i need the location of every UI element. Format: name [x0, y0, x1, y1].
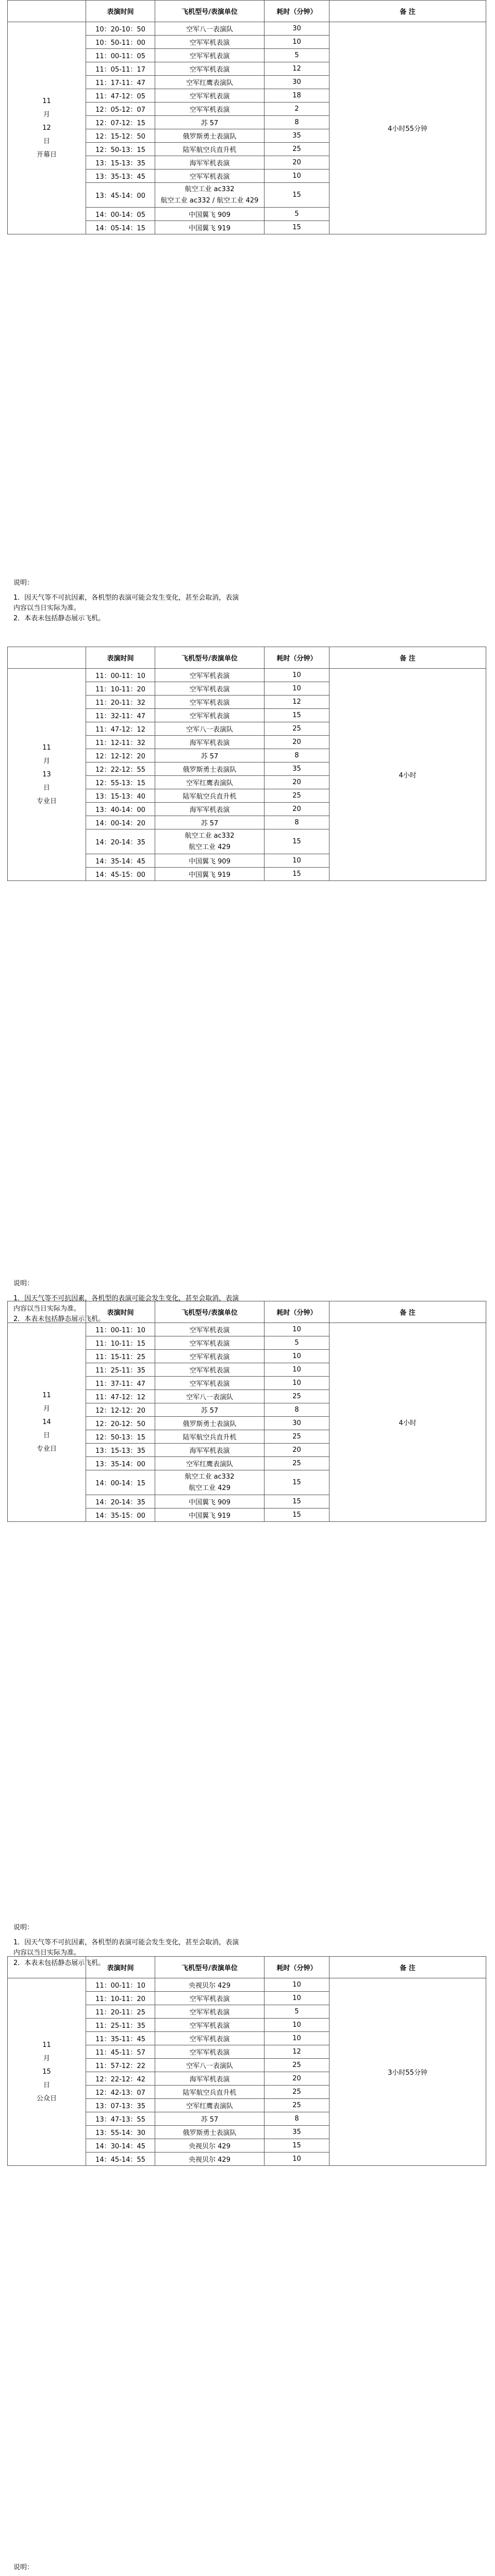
duration-cell: 10	[265, 1978, 329, 1992]
duration-cell: 8	[265, 1403, 329, 1417]
schedule-table-nov-15	[7, 1956, 486, 2166]
time-cell: 10：20-10：50	[86, 22, 155, 36]
performer-cell: 空军军机表演	[155, 2005, 265, 2019]
duration-cell: 25	[265, 789, 329, 803]
date-cell	[8, 22, 86, 234]
day-type: 专业日	[36, 797, 57, 805]
performer-cell: 陆军航空兵直升机	[155, 1430, 265, 1444]
time-cell: 14：05-14：15	[86, 221, 155, 234]
duration-cell: 10	[265, 854, 329, 868]
schedule-table-nov-13	[7, 647, 486, 881]
date-day-char: 日	[43, 1431, 50, 1439]
performer-cell	[155, 183, 265, 208]
time-cell: 14：00-14：05	[86, 208, 155, 221]
time-cell: 14：00-14：20	[86, 816, 155, 829]
duration-column-header: 耗时（分钟）	[265, 1301, 329, 1323]
performer-cell: 空军红鹰表演队	[155, 1457, 265, 1470]
time-cell: 11：00-11：05	[86, 49, 155, 62]
duration-column-header: 耗时（分钟）	[265, 1957, 329, 1978]
schedule-table-nov-14	[7, 1301, 486, 1522]
note-column-header: 备 注	[329, 647, 486, 669]
time-cell: 14：20-14：35	[86, 1495, 155, 1509]
date-header-cell	[8, 647, 86, 669]
date-header-cell	[8, 1301, 86, 1323]
duration-cell: 15	[265, 183, 329, 208]
performer-cell: 空军军机表演	[155, 709, 265, 722]
performer-cell: 空军军机表演	[155, 2032, 265, 2045]
time-cell: 13：47-13：55	[86, 2112, 155, 2126]
duration-cell: 12	[265, 696, 329, 709]
duration-cell: 35	[265, 129, 329, 143]
date-day-char: 日	[43, 784, 50, 792]
total-duration-note: 4小时	[329, 669, 486, 881]
time-cell: 12：07-12：15	[86, 116, 155, 129]
duration-cell: 35	[265, 762, 329, 776]
performer-cell: 中国翼飞 919	[155, 221, 265, 234]
performer-cell: 空军军机表演	[155, 669, 265, 682]
note-line: 内容以当日实际为准。	[13, 1305, 81, 1313]
performer-line: 航空工业 ac332 / 航空工业 429	[160, 196, 259, 205]
time-cell: 14：00-14：15	[86, 1470, 155, 1495]
performer-cell: 空军红鹰表演队	[155, 76, 265, 89]
time-cell: 14：35-15：00	[86, 1509, 155, 1522]
note-column-header: 备 注	[329, 1957, 486, 1978]
duration-cell: 20	[265, 156, 329, 170]
time-cell: 11：37-11：47	[86, 1377, 155, 1390]
time-cell: 12：42-13：07	[86, 2086, 155, 2099]
performer-cell: 俄罗斯勇士表演队	[155, 129, 265, 143]
day-type: 开幕日	[36, 150, 57, 159]
performer-cell: 苏 57	[155, 816, 265, 829]
performer-cell: 空军军机表演	[155, 682, 265, 696]
note-line: 1．因天气等不可抗因素，各机型的表演可能会发生变化，甚至会取消，表演	[13, 1939, 239, 1946]
performer-cell: 中国翼飞 909	[155, 208, 265, 221]
time-column-header: 表演时间	[86, 1301, 155, 1323]
time-cell: 12：22-12：42	[86, 2072, 155, 2086]
performer-cell: 苏 57	[155, 2112, 265, 2126]
performer-column-header: 飞机型号/表演单位	[155, 1957, 265, 1978]
note-line: 1．因天气等不可抗因素，各机型的表演可能会发生变化，甚至会取消，表演	[13, 1295, 239, 1302]
duration-cell: 20	[265, 1444, 329, 1457]
date-day: 12	[42, 124, 51, 132]
duration-cell: 10	[265, 170, 329, 183]
duration-cell: 10	[265, 2032, 329, 2045]
duration-cell: 25	[265, 1430, 329, 1444]
duration-cell: 20	[265, 736, 329, 749]
duration-cell: 5	[265, 49, 329, 62]
performer-cell: 空军八一表演队	[155, 1390, 265, 1403]
date-day-char: 日	[43, 2081, 50, 2089]
performer-cell: 央视贝尔 429	[155, 2153, 265, 2166]
duration-cell: 15	[265, 868, 329, 881]
performer-cell: 俄罗斯勇士表演队	[155, 1417, 265, 1430]
notes-title: 说明：	[13, 1280, 34, 1287]
performer-cell: 苏 57	[155, 749, 265, 762]
performer-cell: 空军军机表演	[155, 2019, 265, 2032]
duration-cell: 10	[265, 36, 329, 49]
time-cell: 12：12-12：20	[86, 749, 155, 762]
time-cell: 11：32-11：47	[86, 709, 155, 722]
performer-cell: 空军红鹰表演队	[155, 2099, 265, 2112]
duration-cell: 5	[265, 208, 329, 221]
performer-cell: 空军军机表演	[155, 49, 265, 62]
note-column-header: 备 注	[329, 1, 486, 22]
time-cell: 13：15-13：35	[86, 156, 155, 170]
performer-cell: 空军军机表演	[155, 2045, 265, 2059]
performer-cell: 海军军机表演	[155, 156, 265, 170]
time-cell: 13：40-14：00	[86, 803, 155, 816]
time-cell: 11：47-12：12	[86, 1390, 155, 1403]
note-line: 2．本表未包括静态展示飞机。	[13, 1315, 105, 1323]
performer-cell: 海军军机表演	[155, 2072, 265, 2086]
time-cell: 11：10-11：20	[86, 682, 155, 696]
time-cell: 11：12-11：32	[86, 736, 155, 749]
duration-cell: 25	[265, 1390, 329, 1403]
date-cell	[8, 1978, 86, 2166]
performer-cell: 俄罗斯勇士表演队	[155, 762, 265, 776]
duration-cell: 12	[265, 2045, 329, 2059]
performer-cell: 中国翼飞 909	[155, 1495, 265, 1509]
day-type: 公众日	[36, 2094, 57, 2103]
time-cell: 13：15-13：40	[86, 789, 155, 803]
performer-cell: 空军军机表演	[155, 89, 265, 103]
duration-cell: 15	[265, 829, 329, 854]
duration-cell: 15	[265, 221, 329, 234]
duration-cell: 10	[265, 1350, 329, 1363]
date-header-cell	[8, 1957, 86, 1978]
time-cell: 11：20-11：25	[86, 2005, 155, 2019]
time-cell: 11：25-11：35	[86, 2019, 155, 2032]
performer-line: 航空工业 429	[189, 1484, 230, 1492]
date-month: 11	[42, 2041, 51, 2049]
note-line: 内容以当日实际为准。	[13, 604, 81, 612]
performer-cell: 海军军机表演	[155, 803, 265, 816]
duration-cell: 25	[265, 722, 329, 736]
time-cell: 12：55-13：15	[86, 776, 155, 789]
duration-cell: 25	[265, 2059, 329, 2072]
note-line: 1．因天气等不可抗因素，各机型的表演可能会发生变化，甚至会取消，表演	[13, 594, 239, 602]
day-type: 专业日	[36, 1445, 57, 1453]
duration-cell: 10	[265, 1363, 329, 1377]
performer-cell: 中国翼飞 919	[155, 868, 265, 881]
time-cell: 12：15-12：50	[86, 129, 155, 143]
time-cell: 11：47-12：05	[86, 89, 155, 103]
time-cell: 14：30-14：45	[86, 2139, 155, 2153]
total-duration-note: 4小时55分钟	[329, 22, 486, 234]
duration-cell: 2	[265, 103, 329, 116]
notes-nov-15	[13, 2562, 477, 2576]
time-cell: 11：00-11：10	[86, 669, 155, 682]
time-cell: 11：00-11：10	[86, 1323, 155, 1336]
time-cell: 10：50-11：00	[86, 36, 155, 49]
performer-cell: 空军军机表演	[155, 103, 265, 116]
date-day-char: 日	[43, 137, 50, 145]
note-column-header: 备 注	[329, 1301, 486, 1323]
time-cell: 11：15-11：25	[86, 1350, 155, 1363]
duration-cell: 20	[265, 2072, 329, 2086]
performer-cell: 空军军机表演	[155, 696, 265, 709]
notes-title: 说明：	[13, 2564, 34, 2571]
duration-cell: 25	[265, 2099, 329, 2112]
time-cell: 11：10-11：20	[86, 1992, 155, 2005]
date-month-char: 月	[43, 2054, 50, 2062]
performer-cell: 海军军机表演	[155, 1444, 265, 1457]
duration-cell: 5	[265, 2005, 329, 2019]
duration-cell: 10	[265, 1377, 329, 1390]
duration-cell: 20	[265, 803, 329, 816]
duration-cell: 10	[265, 2153, 329, 2166]
note-line: 2．本表未包括静态展示飞机。	[13, 615, 105, 622]
time-cell: 13：15-13：35	[86, 1444, 155, 1457]
duration-column-header: 耗时（分钟）	[265, 647, 329, 669]
date-month-char: 月	[43, 1404, 50, 1413]
time-cell: 14：45-14：55	[86, 2153, 155, 2166]
note-line: 2．本表未包括静态展示飞机。	[13, 1959, 105, 1967]
duration-column-header: 耗时（分钟）	[265, 1, 329, 22]
time-cell: 12：20-12：50	[86, 1417, 155, 1430]
total-duration-note: 3小时55分钟	[329, 1978, 486, 2166]
performer-cell: 陆军航空兵直升机	[155, 2086, 265, 2099]
time-cell: 13：45-14：00	[86, 183, 155, 208]
performer-cell: 空军军机表演	[155, 1323, 265, 1336]
performer-cell: 中国翼飞 919	[155, 1509, 265, 1522]
performer-cell: 中国翼飞 909	[155, 854, 265, 868]
performer-column-header: 飞机型号/表演单位	[155, 647, 265, 669]
time-cell: 11：35-11：45	[86, 2032, 155, 2045]
date-cell	[8, 669, 86, 881]
performer-cell: 空军八一表演队	[155, 722, 265, 736]
performer-cell: 陆军航空兵直升机	[155, 143, 265, 156]
duration-cell: 10	[265, 2019, 329, 2032]
duration-cell: 15	[265, 1470, 329, 1495]
performer-cell: 俄罗斯勇士表演队	[155, 2126, 265, 2139]
performer-cell: 空军军机表演	[155, 1992, 265, 2005]
duration-cell: 15	[265, 1509, 329, 1522]
time-cell: 14：35-14：45	[86, 854, 155, 868]
performer-column-header: 飞机型号/表演单位	[155, 1301, 265, 1323]
duration-cell: 15	[265, 709, 329, 722]
date-month: 11	[42, 97, 51, 105]
duration-cell: 8	[265, 816, 329, 829]
note-line: 内容以当日实际为准。	[13, 1949, 81, 1957]
time-column-header: 表演时间	[86, 1957, 155, 1978]
time-cell: 12：50-13：15	[86, 143, 155, 156]
performer-cell: 陆军航空兵直升机	[155, 789, 265, 803]
performer-line: 航空工业 ac332	[185, 832, 235, 840]
duration-cell: 25	[265, 1457, 329, 1470]
schedule-table-nov-12	[7, 0, 486, 234]
duration-cell: 10	[265, 682, 329, 696]
time-cell: 12：12-12：20	[86, 1403, 155, 1417]
performer-cell	[155, 829, 265, 854]
time-cell: 14：45-15：00	[86, 868, 155, 881]
date-header-cell	[8, 1, 86, 22]
duration-cell: 15	[265, 2139, 329, 2153]
duration-cell: 8	[265, 116, 329, 129]
time-cell: 11：20-11：32	[86, 696, 155, 709]
date-cell	[8, 1323, 86, 1522]
performer-line: 航空工业 ac332	[185, 1472, 235, 1481]
duration-cell: 30	[265, 76, 329, 89]
notes-title: 说明：	[13, 1924, 34, 1931]
time-cell: 12：22-12：55	[86, 762, 155, 776]
duration-cell: 20	[265, 776, 329, 789]
time-cell: 13：35-13：45	[86, 170, 155, 183]
duration-cell: 18	[265, 89, 329, 103]
duration-cell: 10	[265, 1323, 329, 1336]
time-cell: 13：55-14：30	[86, 2126, 155, 2139]
time-cell: 12：50-13：15	[86, 1430, 155, 1444]
performer-cell: 空军军机表演	[155, 1363, 265, 1377]
date-day: 13	[42, 770, 51, 778]
time-cell: 11：47-12：12	[86, 722, 155, 736]
performer-line: 航空工业 429	[189, 843, 230, 851]
time-column-header: 表演时间	[86, 1, 155, 22]
duration-cell: 10	[265, 669, 329, 682]
performer-cell: 央视贝尔 429	[155, 2139, 265, 2153]
time-cell: 14：20-14：35	[86, 829, 155, 854]
performer-cell: 空军军机表演	[155, 1377, 265, 1390]
performer-line: 航空工业 ac332	[185, 185, 235, 193]
time-column-header: 表演时间	[86, 647, 155, 669]
time-cell: 12：05-12：07	[86, 103, 155, 116]
duration-cell: 12	[265, 62, 329, 76]
performer-cell: 空军红鹰表演队	[155, 776, 265, 789]
date-month: 11	[42, 743, 51, 752]
notes-title: 说明：	[13, 579, 34, 587]
duration-cell: 30	[265, 22, 329, 36]
performer-cell: 海军军机表演	[155, 736, 265, 749]
date-month: 11	[42, 1391, 51, 1399]
date-day: 15	[42, 2067, 51, 2076]
duration-cell: 25	[265, 2086, 329, 2099]
duration-cell: 15	[265, 1495, 329, 1509]
duration-cell: 35	[265, 2126, 329, 2139]
performer-cell	[155, 1470, 265, 1495]
total-duration-note: 4小时	[329, 1323, 486, 1522]
duration-cell: 10	[265, 1992, 329, 2005]
performer-cell: 空军军机表演	[155, 1336, 265, 1350]
performer-cell: 空军军机表演	[155, 170, 265, 183]
date-day: 14	[42, 1418, 51, 1426]
duration-cell: 25	[265, 143, 329, 156]
time-cell: 13：07-13：35	[86, 2099, 155, 2112]
time-cell: 11：00-11：10	[86, 1978, 155, 1992]
duration-cell: 8	[265, 749, 329, 762]
performer-cell: 空军军机表演	[155, 36, 265, 49]
performer-cell: 空军军机表演	[155, 1350, 265, 1363]
time-cell: 11：10-11：15	[86, 1336, 155, 1350]
time-cell: 13：35-14：00	[86, 1457, 155, 1470]
duration-cell: 5	[265, 1336, 329, 1350]
time-cell: 11：05-11：17	[86, 62, 155, 76]
date-month-char: 月	[43, 757, 50, 765]
time-cell: 11：57-12：22	[86, 2059, 155, 2072]
performer-cell: 空军八一表演队	[155, 22, 265, 36]
performer-cell: 央视贝尔 429	[155, 1978, 265, 1992]
notes-nov-12	[13, 577, 477, 624]
time-cell: 11：25-11：35	[86, 1363, 155, 1377]
performer-cell: 苏 57	[155, 1403, 265, 1417]
time-cell: 11：45-11：57	[86, 2045, 155, 2059]
date-month-char: 月	[43, 110, 50, 118]
performer-cell: 空军军机表演	[155, 62, 265, 76]
duration-cell: 8	[265, 2112, 329, 2126]
time-cell: 11：17-11：47	[86, 76, 155, 89]
performer-cell: 苏 57	[155, 116, 265, 129]
performer-cell: 空军八一表演队	[155, 2059, 265, 2072]
performer-column-header: 飞机型号/表演单位	[155, 1, 265, 22]
duration-cell: 30	[265, 1417, 329, 1430]
